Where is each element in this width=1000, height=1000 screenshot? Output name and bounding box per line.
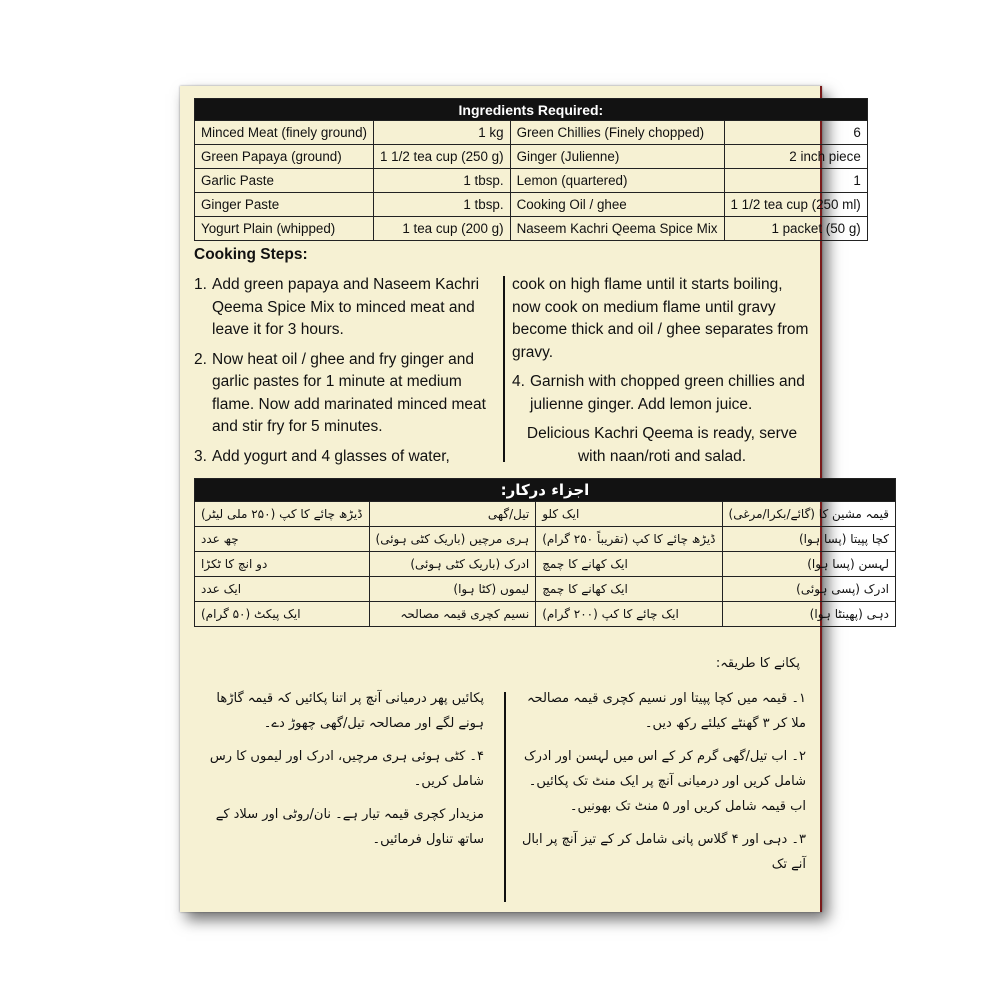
ingredient-qty: 2 inch piece xyxy=(724,145,867,169)
step-text: Add green papaya and Naseem Kachri Qeema Spice Mix to minced meat and leave it for 3 hours. xyxy=(212,276,480,338)
ingredient-qty: ایک کھانے کا چمچ xyxy=(536,577,722,602)
table-row xyxy=(195,502,896,527)
ingredient-name: لیموں (کٹا ہوا) xyxy=(369,577,536,602)
ingredient-qty: 1 1/2 tea cup (250 ml) xyxy=(724,193,867,217)
ingredient-name: کچا پپیتا (پسا ہوا) xyxy=(722,527,895,552)
ingredient-qty: ایک پیکٹ (۵۰ گرام) xyxy=(195,602,370,627)
cooking-step xyxy=(512,371,812,416)
table-row xyxy=(195,169,868,193)
table-row xyxy=(195,193,868,217)
step-text: cook on high flame until it starts boiling, now cook on medium flame until gravy become thick and oil / ghee separates from gravy. xyxy=(512,276,809,361)
ingredient-name: Ginger Paste xyxy=(195,193,374,217)
cooking-step-urdu: مزیدار کچری قیمہ تیار ہے۔ نان/روٹی اور سلاد کے ساتھ تناول فرمائیں۔ xyxy=(215,807,484,847)
cooking-step-urdu: ۴۔ کٹی ہوئی ہری مرچیں، ادرک اور لیموں کا رس شامل کریں۔ xyxy=(209,749,484,789)
ingredient-qty: ایک کھانے کا چمچ xyxy=(536,552,722,577)
ingredient-name: Green Papaya (ground) xyxy=(195,145,374,169)
step-text: Add yogurt and 4 glasses of water, xyxy=(212,447,450,465)
ingredients-table-english xyxy=(194,98,868,241)
step-number: 4. xyxy=(512,373,525,390)
cooking-step-urdu: ۱۔ قیمہ میں کچا پپیتا اور نسیم کچری قیمہ مصالحہ ملا کر ۳ گھنٹے کیلئے رکھ دیں۔ xyxy=(526,691,806,731)
ingredient-name: Garlic Paste xyxy=(195,169,374,193)
ingredient-qty: 1 tbsp. xyxy=(373,169,510,193)
ingredient-qty: دو انچ کا ٹکڑا xyxy=(195,552,370,577)
ingredients-title-urdu: اجزاء درکار: xyxy=(195,479,896,502)
step-number: 1. xyxy=(194,276,207,293)
ingredient-qty: ایک کلو xyxy=(536,502,722,527)
ingredient-name: Minced Meat (finely ground) xyxy=(195,121,374,145)
ingredient-name: ادرک (پسی ہوئی) xyxy=(722,577,895,602)
ingredient-qty: ڈیڑھ چائے کا کپ (تقریباً ۲۵۰ گرام) xyxy=(536,527,722,552)
table-row xyxy=(195,577,896,602)
ingredient-qty: 1 tbsp. xyxy=(373,193,510,217)
ingredient-name: Cooking Oil / ghee xyxy=(510,193,724,217)
ingredient-name: Naseem Kachri Qeema Spice Mix xyxy=(510,217,724,241)
step-number: 2. xyxy=(194,350,207,368)
cooking-steps-left-column xyxy=(194,274,499,475)
recipe-card xyxy=(180,86,889,912)
cooking-steps-title: Cooking Steps: xyxy=(194,246,308,263)
table-row xyxy=(195,145,868,169)
ingredient-qty: 1 packet (50 g) xyxy=(724,217,867,241)
ingredient-name: Lemon (quartered) xyxy=(510,169,724,193)
ingredient-name: دہی (پھینٹا ہوا) xyxy=(722,602,895,627)
cooking-steps-title-urdu: پکانے کا طریقہ: xyxy=(715,656,800,671)
column-divider xyxy=(503,276,505,462)
cooking-step-urdu: ۲۔ اب تیل/گھی گرم کر کے اس میں لہسن اور ادرک شامل کریں اور درمیانی آنچ پر ایک منٹ تک پکائیں۔ اب قیمہ شامل کریں اور ۵ منٹ تک بھونیں۔ xyxy=(524,749,806,814)
table-row xyxy=(195,217,868,241)
cooking-step xyxy=(194,274,499,342)
cooking-step-urdu: پکائیں پھر درمیانی آنچ پر اتنا پکائیں کہ قیمہ گاڑھا ہونے لگے اور مصالحہ تیل/گھی چھوڑ دے۔ xyxy=(216,691,484,731)
ingredient-qty: 1 kg xyxy=(373,121,510,145)
step-number: 3. xyxy=(194,447,207,465)
table-row xyxy=(195,527,896,552)
step-text: Garnish with chopped green chillies and julienne ginger. Add lemon juice. xyxy=(530,373,805,413)
ingredient-name: نسیم کچری قیمہ مصالحہ xyxy=(369,602,536,627)
ingredient-name: ادرک (باریک کٹی ہوئی) xyxy=(369,552,536,577)
cooking-step xyxy=(512,274,812,364)
ingredient-qty: ایک چائے کا کپ (۲۰۰ گرام) xyxy=(536,602,722,627)
table-row xyxy=(195,552,896,577)
ingredient-qty: 6 xyxy=(724,121,867,145)
ingredient-name: تیل/گھی xyxy=(369,502,536,527)
ingredient-name: لہسن (پسا ہوا) xyxy=(722,552,895,577)
cooking-step xyxy=(194,349,499,439)
ingredient-name: قیمہ مشین کا (گائے/بکرا/مرغی) xyxy=(722,502,895,527)
ingredient-qty: چھ عدد xyxy=(195,527,370,552)
ingredient-qty: ڈیڑھ چائے کا کپ (۲۵۰ ملی لیٹر) xyxy=(195,502,370,527)
urdu-steps-right-column xyxy=(518,686,806,885)
ingredient-name: ہری مرچیں (باریک کٹی ہوئی) xyxy=(369,527,536,552)
ingredient-name: Green Chillies (Finely chopped) xyxy=(510,121,724,145)
ingredients-title: Ingredients Required: xyxy=(195,99,868,121)
column-divider-urdu xyxy=(504,692,506,902)
ingredient-qty: ایک عدد xyxy=(195,577,370,602)
ingredients-table-urdu xyxy=(194,478,896,627)
ingredient-qty: 1 tea cup (200 g) xyxy=(373,217,510,241)
ingredient-qty: 1 xyxy=(724,169,867,193)
table-row xyxy=(195,121,868,145)
cooking-steps-right-column xyxy=(512,274,812,468)
urdu-steps-left-column xyxy=(194,686,484,860)
cooking-step xyxy=(194,446,499,469)
ingredient-name: Yogurt Plain (whipped) xyxy=(195,217,374,241)
ingredient-qty: 1 1/2 tea cup (250 g) xyxy=(373,145,510,169)
serving-note: Delicious Kachri Qeema is ready, serve with naan/roti and salad. xyxy=(526,425,798,465)
ingredient-name: Ginger (Julienne) xyxy=(510,145,724,169)
table-row xyxy=(195,602,896,627)
cooking-step-urdu: ۳۔ دہی اور ۴ گلاس پانی شامل کر کے تیز آنچ پر ابال آنے تک xyxy=(521,832,806,872)
step-text: Now heat oil / ghee and fry ginger and garlic pastes for 1 minute at medium flame. Now add marinated minced meat and stir fry for 5 minutes. xyxy=(212,350,486,435)
